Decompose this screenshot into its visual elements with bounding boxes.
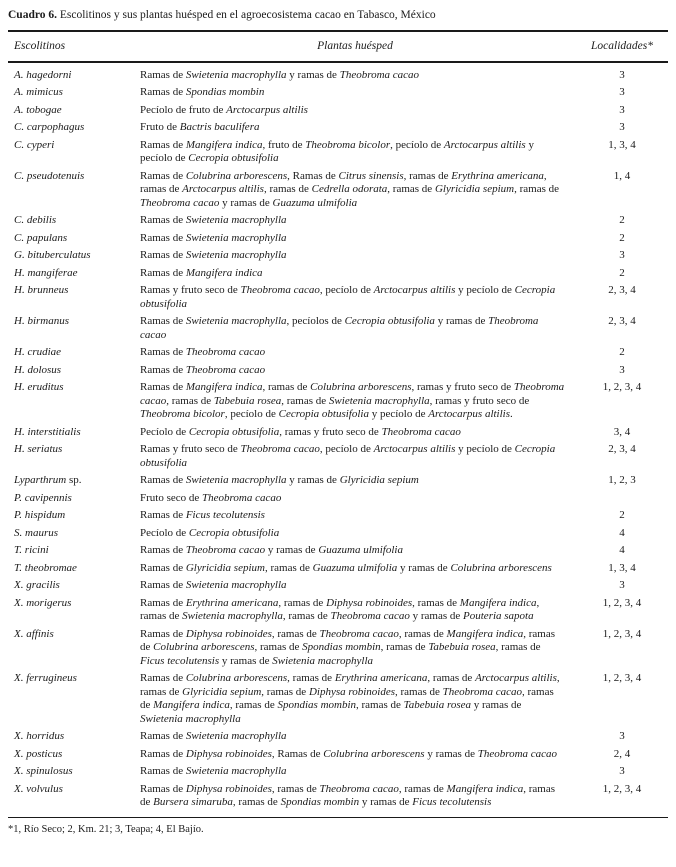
species-cell: T. theobromae <box>14 561 77 574</box>
host-plants-cell: Ramas de Ficus tecolutensis <box>140 509 265 521</box>
host-plants-cell: Fruto de Bactris baculifera <box>140 121 260 133</box>
localities-cell: 2 <box>619 214 625 226</box>
localities-cell: 1, 3, 4 <box>608 138 636 151</box>
host-plants-cell: Ramas de Mangifera indica <box>140 266 263 279</box>
host-plants-cell: Ramas de Erythrina americana, ramas de Diphysa robinoides, ramas de Mangifera indica, ramas de Swietenia macrophylla, ramas de Theobroma cacao y ramas de Pouteria sapota <box>140 596 540 622</box>
table-row <box>8 344 668 362</box>
table-row <box>8 728 668 746</box>
host-plants-cell: Ramas de Swietenia macrophylla, pecíolos de Cecropia obtusifolia y ramas de Theobroma cacao <box>140 315 539 341</box>
table-row <box>8 472 668 490</box>
localities-cell: 3 <box>619 579 625 591</box>
localities-cell: 3 <box>619 765 625 777</box>
host-plants-cell: Ramas de Colubrina arborescens, Ramas de Citrus sinensis, ramas de Erythrina americana, ramas de Arctocarpus altilis, ramas de Cedrella odorata, ramas de Glyricidia sepium, ramas de Theobroma cacao y ramas de Guazuma ulmifolia <box>140 169 559 209</box>
table-row <box>8 313 668 344</box>
column-header-plantas-huesped: Plantas huésped <box>317 40 393 52</box>
table-row <box>8 763 668 781</box>
localities-cell: 1, 2, 3, 4 <box>602 627 642 640</box>
host-plants-cell: Ramas de Swietenia macrophylla <box>140 765 287 777</box>
host-plants-cell: Ramas de Colubrina arborescens, ramas de Erythrina americana, ramas de Arctocarpus altilis, ramas de Glyricidia sepium, ramas de Diphysa robinoides, ramas de Theobroma cacao, ramas de Mangifera indica, ramas de Spondias mombin, ramas de Tabebuia rosea y ramas de Swietenia macrophylla <box>140 672 560 725</box>
table-row <box>8 247 668 265</box>
species-cell: A. tobogae <box>14 103 62 116</box>
species-cell: X. ferrugineus <box>14 672 77 684</box>
species-cell: H. seriatus <box>14 443 63 455</box>
species-cell: H. brunneus <box>14 284 69 296</box>
localities-cell: 3 <box>619 86 625 98</box>
host-plants-cell: Ramas de Swietenia macrophylla <box>140 214 287 226</box>
host-plants-cell: Ramas de Theobroma cacao <box>140 346 266 358</box>
host-plants-cell: Ramas de Diphysa robinoides, ramas de Theobroma cacao, ramas de Mangifera indica, ramas de Bursera simaruba, ramas de Spondias mombin y ramas de Ficus tecolutensis <box>140 782 555 808</box>
localities-cell: 2 <box>619 509 625 521</box>
species-cell: C. carpophagus <box>14 121 85 133</box>
host-plants-cell: Fruto seco de Theobroma cacao <box>140 491 282 504</box>
host-plants-cell: Pecíolo de Cecropia obtusifolia <box>140 526 280 539</box>
table-row <box>8 560 668 578</box>
localities-cell: 3 <box>619 68 625 81</box>
species-cell: S. maurus <box>14 526 59 539</box>
table-row <box>8 595 668 626</box>
table-header-row <box>8 32 668 61</box>
host-plants-cell: Ramas de Swietenia macrophylla y ramas de Theobroma cacao <box>140 68 420 81</box>
localities-cell: 1, 2, 3 <box>608 474 636 486</box>
localities-cell: 2 <box>619 231 625 244</box>
column-header-escolitinos: Escolitinos <box>14 40 66 52</box>
species-cell: X. posticus <box>14 747 63 760</box>
species-cell: X. volvulus <box>14 782 63 795</box>
caption-text: Escolitinos y sus plantas huésped en el agroecosistema cacao en Tabasco, México <box>57 9 436 21</box>
table-row <box>8 265 668 283</box>
localities-cell: 2, 3, 4 <box>608 315 636 327</box>
localities-cell: 2, 3, 4 <box>608 284 636 296</box>
host-plants-cell: Ramas de Swietenia macrophylla <box>140 249 287 261</box>
table-row <box>8 84 668 102</box>
species-cell: P. cavipennis <box>14 491 72 504</box>
table-row <box>8 230 668 248</box>
localities-cell: 1, 2, 3, 4 <box>602 381 642 393</box>
species-cell: X. morigerus <box>14 596 72 609</box>
species-cell: H. birmanus <box>14 315 70 327</box>
species-cell: G. bituberculatus <box>14 249 91 261</box>
localities-cell: 3, 4 <box>613 425 631 438</box>
localities-cell: 2, 3, 4 <box>608 443 636 455</box>
table-row <box>8 507 668 525</box>
species-cell: C. papulans <box>14 231 68 244</box>
species-cell: P. hispidum <box>14 509 66 521</box>
localities-cell: 3 <box>619 249 625 261</box>
localities-cell: 1, 4 <box>613 169 631 182</box>
localities-cell: 2, 4 <box>613 747 631 760</box>
localities-cell: 4 <box>619 544 625 556</box>
species-cell: H. eruditus <box>14 381 64 393</box>
species-cell: H. interstitialis <box>14 425 81 438</box>
localities-cell: 2 <box>619 346 625 358</box>
host-plants-cell: Ramas de Mangifera indica, ramas de Colubrina arborescens, ramas y fruto seco de Theobroma cacao, ramas de Tabebuia rosea, ramas de Swietenia macrophylla, ramas y fruto seco de Theobroma bicolor, pecíolo de Cecropia obtusifolia y pecíolo de Arctocarpus altilis. <box>140 381 565 420</box>
host-plants-cell: Pecíolo de Cecropia obtusifolia, ramas y fruto seco de Theobroma cacao <box>140 425 461 438</box>
localities-cell: 3 <box>619 103 625 116</box>
localities-cell: 3 <box>619 363 625 376</box>
table-row <box>8 102 668 120</box>
localities-cell: 1, 3, 4 <box>608 561 636 574</box>
host-plants-cell: Ramas de Diphysa robinoides, Ramas de Colubrina arborescens y ramas de Theobroma cacao <box>140 747 558 760</box>
host-plants-cell: Ramas de Swietenia macrophylla <box>140 730 287 742</box>
species-cell: X. horridus <box>14 730 65 742</box>
localities-cell: 2 <box>619 266 625 279</box>
table-row <box>8 424 668 442</box>
species-cell: X. gracilis <box>14 579 60 591</box>
localities-cell <box>576 492 668 506</box>
localities-cell: 4 <box>619 526 625 539</box>
localities-cell: 1, 2, 3, 4 <box>602 672 642 684</box>
table-row <box>8 137 668 168</box>
table-row <box>8 626 668 671</box>
host-plants-cell: Ramas de Swietenia macrophylla <box>140 579 287 591</box>
host-plants-cell: Ramas de Glyricidia sepium, ramas de Guazuma ulmifolia y ramas de Colubrina arborescens <box>140 561 552 574</box>
species-cell: Lyparthrum sp. <box>14 474 82 486</box>
host-plants-cell: Ramas y fruto seco de Theobroma cacao, pecíolo de Arctocarpus altilis y pecíolo de Cecropia obtusifolia <box>140 284 556 310</box>
host-plants-cell: Ramas de Swietenia macrophylla <box>140 231 287 244</box>
localities-cell: 1, 2, 3, 4 <box>602 782 642 795</box>
species-cell: H. mangiferae <box>14 266 78 279</box>
species-cell: X. affinis <box>14 627 54 640</box>
table-row <box>8 441 668 472</box>
caption-label: Cuadro 6. <box>8 9 57 21</box>
localities-cell: 3 <box>619 730 625 742</box>
species-cell: A. mimicus <box>14 86 63 98</box>
table-row <box>8 781 668 812</box>
table-row <box>8 670 668 728</box>
species-cell: H. crudiae <box>14 346 62 358</box>
host-plants-cell: Ramas de Mangifera indica, fruto de Theobroma bicolor, pecíolo de Arctocarpus altilis y pecíolo de Cecropia obtusifolia <box>140 138 534 164</box>
species-cell: H. dolosus <box>14 363 62 376</box>
host-plants-cell: Ramas de Theobroma cacao <box>140 363 266 376</box>
table-row <box>8 746 668 764</box>
host-plants-cell: Ramas de Theobroma cacao y ramas de Guazuma ulmifolia <box>140 544 403 556</box>
table-row <box>8 67 668 85</box>
host-plants-cell: Ramas de Spondias mombin <box>140 86 265 98</box>
table-row <box>8 119 668 137</box>
species-cell: C. pseudotenuis <box>14 169 85 182</box>
host-plants-cell: Ramas y fruto seco de Theobroma cacao, pecíolo de Arctocarpus altilis y pecíolo de Cecropia obtusifolia <box>140 443 556 469</box>
host-plants-cell: Ramas de Diphysa robinoides, ramas de Theobroma cacao, ramas de Mangifera indica, ramas de Colubrina arborescens, ramas de Spondias mombin, ramas de Tabebuia rosea, ramas de Ficus tecolutensis y ramas de Swietenia macrophylla <box>140 627 555 667</box>
species-cell: A. hagedorni <box>14 68 72 81</box>
table-body <box>8 63 668 817</box>
footnote: *1, Río Seco; 2, Km. 21; 3, Teapa; 4, El Bajío. <box>8 824 204 835</box>
species-cell: C. debilis <box>14 214 57 226</box>
table-row <box>8 282 668 313</box>
table-row <box>8 542 668 560</box>
table-row <box>8 525 668 543</box>
host-plants-cell: Pecíolo de fruto de Arctocarpus altilis <box>140 103 308 116</box>
table-row <box>8 362 668 380</box>
table-row <box>8 577 668 595</box>
host-plants-cell: Ramas de Swietenia macrophylla y ramas de Glyricidia sepium <box>140 474 419 486</box>
column-header-localidades: Localidades* <box>591 40 653 52</box>
table-row <box>8 212 668 230</box>
species-cell: T. ricini <box>14 544 49 556</box>
species-cell: C. cyperi <box>14 138 55 151</box>
table-row <box>8 379 668 424</box>
table-row <box>8 168 668 213</box>
table-caption <box>8 6 668 30</box>
localities-cell: 3 <box>619 121 625 133</box>
localities-cell: 1, 2, 3, 4 <box>602 596 642 609</box>
species-cell: X. spinulosus <box>14 765 73 777</box>
table-row <box>8 490 668 508</box>
